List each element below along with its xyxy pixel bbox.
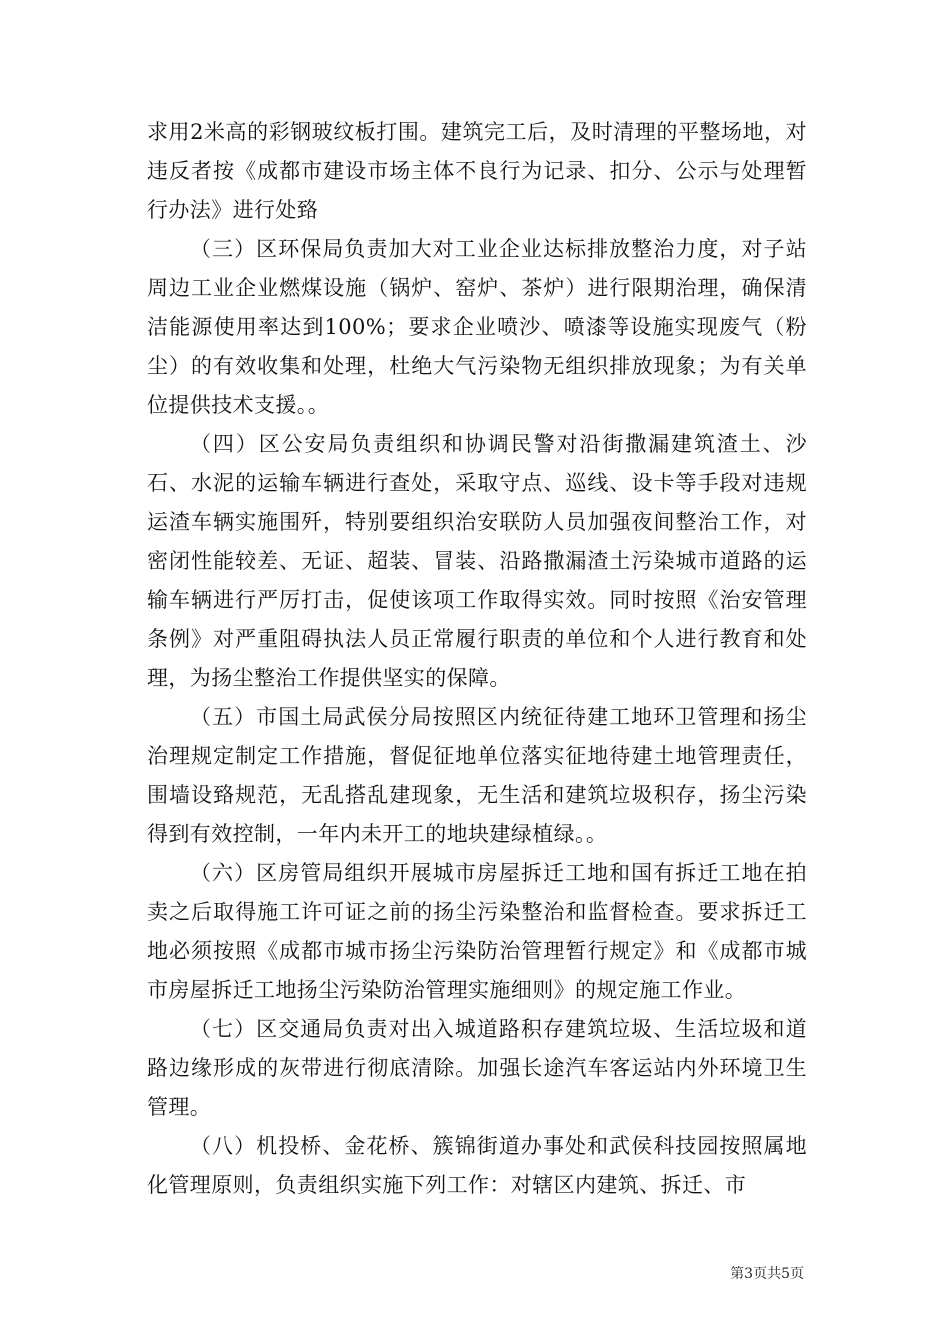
page-number-footer: 第3页共5页 <box>730 1266 804 1282</box>
paragraph-1: 求用2米高的彩钢玻纹板打围。建筑完工后，及时清理的平整场地，对违反者按《成都市建设市场主体不良行为记录、扣分、公示与处理暂行办法》进行处臵 <box>147 120 807 222</box>
paragraph-5: （六）区房管局组织开展城市房屋拆迁工地和国有拆迁工地在拍卖之后取得施工许可证之前的扬尘污染整治和监督检查。要求拆迁工地必须按照《成都市城市扬尘污染防治管理暂行规定》和《成都市城市房屋拆迁工地扬尘污染防治管理实施细则》的规定施工作业。 <box>147 861 807 1002</box>
paragraph-3: （四）区公安局负责组织和协调民警对沿街撒漏建筑渣土、沙石、水泥的运输车辆进行查处，采取守点、巡线、设卡等手段对违规运渣车辆实施围歼，特别要组织治安联防人员加强夜间整治工作，对密闭性能较差、无证、超装、冒装、沿路撒漏渣土污染城市道路的运输车辆进行严厉打击，促使该项工作取得实效。同时按照《治安管理条例》对严重阻碍执法人员正常履行职责的单位和个人进行教育和处理，为扬尘整治工作提供坚实的保障。 <box>147 432 807 690</box>
paragraph-7: （八）机投桥、金花桥、簇锦街道办事处和武侯科技园按照属地化管理原则，负责组织实施下列工作：对辖区内建筑、拆迁、市 <box>147 1134 807 1197</box>
paragraph-6: （七）区交通局负责对出入城道路积存建筑垃圾、生活垃圾和道路边缘形成的灰带进行彻底清除。加强长途汽车客运站内外环境卫生管理。 <box>147 1017 807 1119</box>
paragraph-2: （三）区环保局负责加大对工业企业达标排放整治力度，对子站周边工业企业燃煤设施（锅炉、窑炉、茶炉）进行限期治理，确保清洁能源使用率达到100%；要求企业喷沙、喷漆等设施实现废气（粉尘）的有效收集和处理，杜绝大气污染物无组织排放现象；为有关单位提供技术支援。。 <box>147 237 807 417</box>
paragraph-4: （五）市国土局武侯分局按照区内统征待建工地环卫管理和扬尘治理规定制定工作措施，督促征地单位落实征地待建土地管理责任，围墙设臵规范，无乱搭乱建现象，无生活和建筑垃圾积存，扬尘污染得到有效控制，一年内未开工的地块建绿植绿。。 <box>147 705 807 846</box>
document-body <box>147 113 807 1205</box>
